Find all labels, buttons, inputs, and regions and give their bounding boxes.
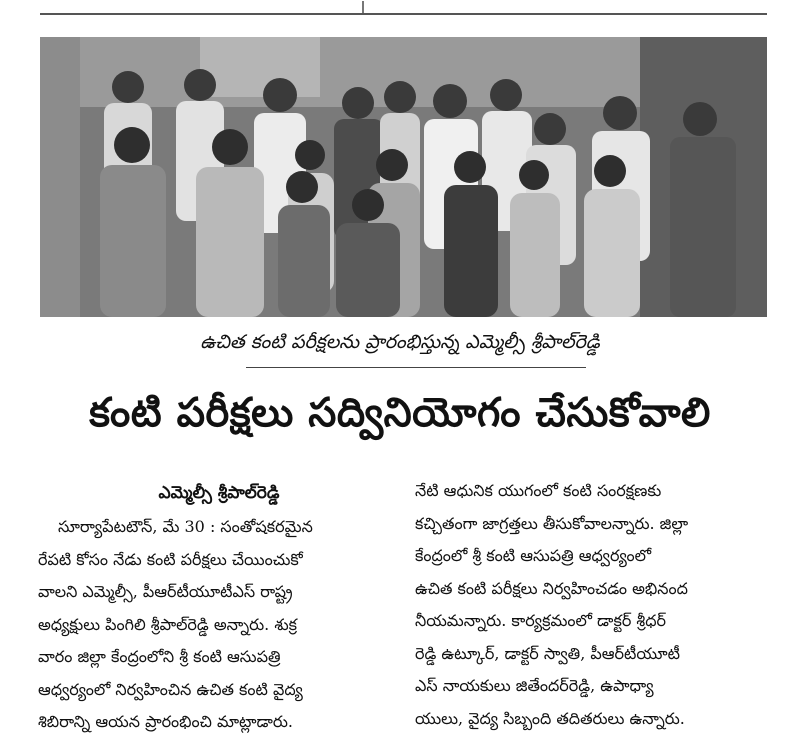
group-photo-icon [40, 37, 767, 317]
article-line: నేటి ఆధునిక యుగంలో కంటి సంరక్షణకు [415, 481, 662, 500]
news-photo [40, 37, 767, 317]
article-line: ఉచిత కంటి పరీక్షలు నిర్వహించడం అభినంద [415, 578, 688, 598]
article-line: అధ్యక్షులు పింగిలి శ్రీపాల్‌రెడ్డి అన్నారు. శుక్ర [38, 614, 298, 634]
article-line: సూర్యాపేటటౌన్‌, మే 30 : సంతోషకరమైన [58, 517, 313, 536]
headline: కంటి పరీక్షలు సద్వినియోగం చేసుకోవాలి [89, 390, 711, 436]
photo-caption: ఉచిత కంటి పరీక్షలను ప్రారంభిస్తున్న ఎమ్మెల్సీ శ్రీపాల్‌రెడ్డి [200, 331, 600, 353]
article-line: ఆధ్వర్యంలో నిర్వహించిన ఉచిత కంటి వైద్య [38, 679, 303, 699]
article-left-column [38, 475, 400, 739]
article-line: యులు, వైద్య సిబ్బంది తదితరులు ఉన్నారు. [415, 708, 685, 728]
article-line: ఎస్‌ నాయకులు జితేందర్‌రెడ్డి, ఉపాధ్యా [415, 676, 654, 695]
caption-divider [246, 367, 586, 368]
article-line: శిబిరాన్ని ఆయన ప్రారంభించి మాట్లాడారు. [38, 712, 293, 731]
article-line: వారం జిల్లా కేంద్రంలోని శ్రీ కంటి ఆసుపత్రి [38, 647, 281, 666]
article-line: రెడ్డి ఉట్కూర్‌, డాక్టర్‌ స్వాతి, పీఆర్‌టీయూటీ [415, 643, 680, 663]
article-line: కేంద్రంలో శ్రీ కంటి ఆసుపత్రి ఆధ్వర్యంలో [415, 546, 652, 565]
byline: ఎమ్మెల్సీ శ్రీపాల్‌రెడ్డి [158, 483, 280, 503]
article-line: నీయమన్నారు. కార్యక్రమంలో డాక్టర్‌ శ్రీధర్‌ [415, 611, 666, 630]
top-divider [40, 13, 767, 15]
article-line: రేపటి కోసం నేడు కంటి పరీక్షలు చేయించుకో [38, 549, 303, 569]
article-line: వాలని ఎమ్మెల్సీ, పీఆర్‌టీయూటీఎస్‌ రాష్ట్ర [38, 582, 293, 601]
top-divider-tick [362, 1, 364, 13]
article-right-column [415, 475, 777, 735]
article-line: కచ్చితంగా జాగ్రత్తలు తీసుకోవాలన్నారు. జిల్లా [415, 513, 689, 533]
